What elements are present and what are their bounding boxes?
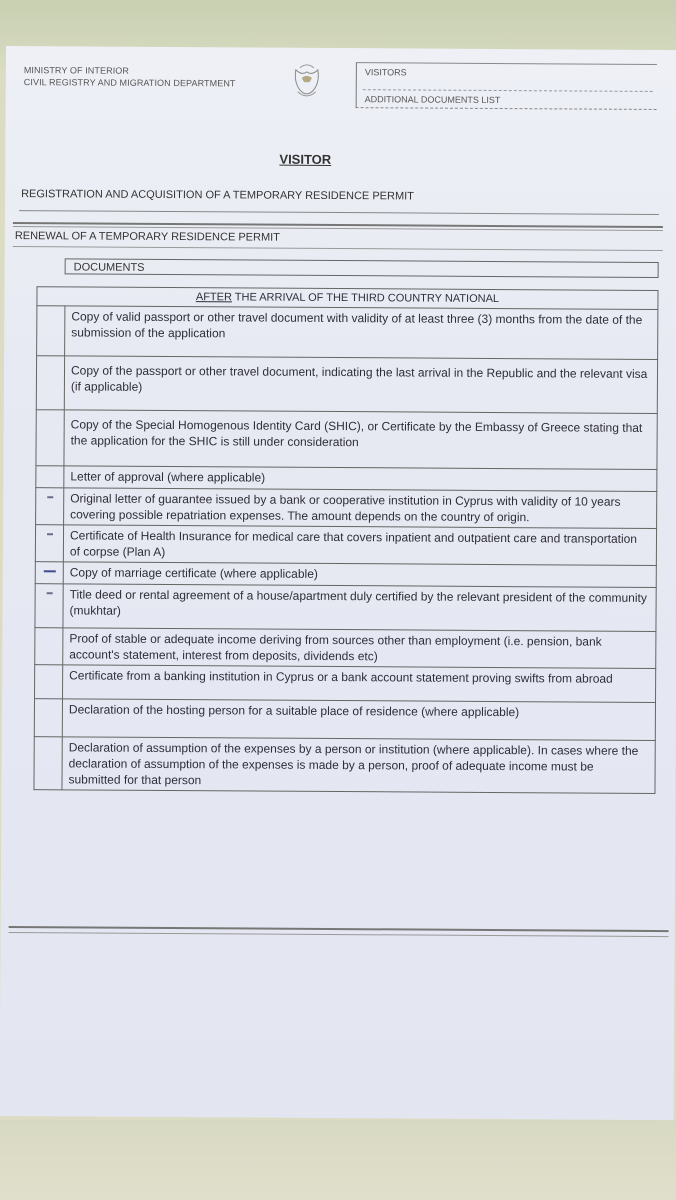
row-checkbox[interactable] xyxy=(35,525,63,562)
pen-mark xyxy=(47,533,53,535)
section-renewal: RENEWAL OF A TEMPORARY RESIDENCE PERMIT xyxy=(14,230,280,244)
row-checkbox[interactable] xyxy=(36,488,64,525)
row-text: Copy of the Special Homogenous Identity Card (SHIC), or Certificate by the Embassy of Greece stating that the application for the SHIC is still under consideration xyxy=(64,410,657,470)
row-text: Proof of stable or adequate income deriving from sources other than employment (i.e. pension, bank account's statement, interest from deposits, dividends etc) xyxy=(63,628,656,669)
additional-documents-label: ADDITIONAL DOCUMENTS LIST xyxy=(364,94,501,106)
row-checkbox[interactable] xyxy=(35,562,63,584)
documents-table xyxy=(33,286,658,794)
row-checkbox[interactable] xyxy=(35,665,63,699)
row-text: Copy of valid passport or other travel document with validity of at least three (3) months from the date of the submission of the application xyxy=(65,306,658,360)
table-row xyxy=(35,584,656,632)
row-text: Letter of approval (where applicable) xyxy=(64,466,657,492)
divider xyxy=(9,932,669,937)
pen-mark xyxy=(47,496,53,498)
table-row xyxy=(36,488,657,529)
row-text: Declaration of the hosting person for a suitable place of residence (where applicable) xyxy=(62,699,655,741)
page-title: VISITOR xyxy=(279,151,332,167)
divider xyxy=(13,246,663,251)
table-heading-after: AFTER xyxy=(195,291,232,304)
documents-header-box xyxy=(65,258,659,278)
table-row xyxy=(34,737,655,794)
divider xyxy=(9,926,669,932)
row-checkbox[interactable] xyxy=(36,410,64,466)
table-row xyxy=(35,665,656,703)
table-heading-rest: THE ARRIVAL OF THE THIRD COUNTRY NATIONAL xyxy=(231,291,500,306)
row-checkbox[interactable] xyxy=(34,737,62,790)
table-row xyxy=(35,628,656,669)
visitors-box-divider xyxy=(363,89,653,92)
row-checkbox[interactable] xyxy=(35,628,63,665)
row-checkbox[interactable] xyxy=(36,466,64,488)
table-row xyxy=(34,699,655,741)
ministry-line1: MINISTRY OF INTERIOR xyxy=(23,65,130,76)
row-text: Copy of the passport or other travel document, indicating the last arrival in the Republic and the relevant visa (if applicable) xyxy=(64,356,657,414)
ministry-header xyxy=(24,64,236,89)
table-row xyxy=(36,356,657,414)
row-text: Certificate of Health Insurance for medical care that covers inpatient and outpatient care and transportation of corpse (Plan A) xyxy=(63,525,656,566)
divider xyxy=(19,210,659,215)
table-row xyxy=(37,306,658,360)
section-registration: REGISTRATION AND ACQUISITION OF A TEMPORARY RESIDENCE PERMIT xyxy=(21,188,414,203)
documents-label: DOCUMENTS xyxy=(73,261,145,274)
visitors-box-label: VISITORS xyxy=(364,67,407,78)
row-text: Title deed or rental agreement of a house/apartment duly certified by the relevant president of the community (mukhtar) xyxy=(63,584,656,632)
pen-mark xyxy=(46,592,52,594)
row-text: Original letter of guarantee issued by a bank or cooperative institution in Cyprus with validity of 10 years covering possible repatriation expenses. The amount depends on the country of origin. xyxy=(64,488,657,529)
coat-of-arms-icon xyxy=(290,60,324,104)
row-checkbox[interactable] xyxy=(34,699,62,737)
row-checkbox[interactable] xyxy=(35,584,63,628)
document-page xyxy=(0,46,676,1120)
visitors-box xyxy=(356,62,657,110)
row-checkbox[interactable] xyxy=(36,356,64,410)
pen-mark xyxy=(43,570,55,572)
background-wall-bottom xyxy=(0,1120,676,1200)
table-row xyxy=(36,410,657,470)
row-text: Certificate from a banking institution in Cyprus or a bank account statement proving swifts from abroad xyxy=(63,665,656,703)
row-checkbox[interactable] xyxy=(37,306,65,356)
ministry-line2: CIVIL REGISTRY AND MIGRATION DEPARTMENT xyxy=(23,77,236,89)
row-text: Declaration of assumption of the expenses by a person or institution (where applicable). In cases where the declaration of assumption of the expenses is made by a person, proof of adequate income must be submitted for that person xyxy=(62,737,655,794)
row-text: Copy of marriage certificate (where applicable) xyxy=(63,562,656,588)
table-row xyxy=(35,525,656,566)
